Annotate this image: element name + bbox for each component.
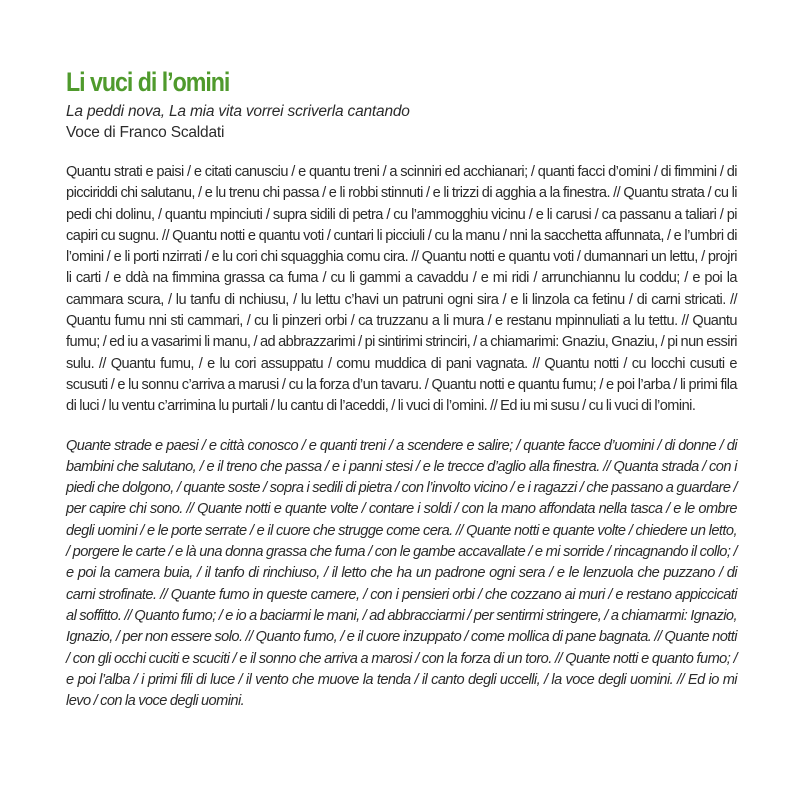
poem-title: Li vuci di l’omini <box>66 67 230 97</box>
poem-author: Voce di Franco Scaldati <box>66 124 225 141</box>
italian-translation: Quante strade e paesi / e città conosco / e quanti treni / a scendere e salire; / quante facce d’uomini / di donne / di bambini che salutano, / e il treno che passa / e i panni stesi / e le trecce d’aglio alla finestra. // Quanta strada / con i piedi che dolgono, / quante soste / sopra i sedili di pietra / con l’involto vicino / e i ragazzi / che passano a guardare / per capire chi sono. // Quante notti e quante volte / contare i soldi / con la mano affondata nella tasca / e le ombre degli uomini / e le porte serrate / e il cuore che strugge come cera. // Quante notti e quante volte / chiedere un letto, / porgere le carte / e là una donna grassa che fuma / con le gambe accavallate / e mi sorride / rincagnando il collo; / e poi la camera buia, / il tanfo di rinchiuso, / il letto che ha un padrone ogni sera / e le lenzuola che puzzano / di carni strofinate. // Quante fumo in queste camere, / con i pensieri orbi / che cozzano ai muri / e restano appiccicati al soffitto. // Quanto fumo; / e io a baciarmi le mani, / ad abbracciarmi / per sentirmi stringere, / a chiamarmi: Ignazio, Ignazio, / per non essere solo. // Quanto fumo, / e il cuore inzuppato / come mollica di pane bagnata. // Quante notti / con gli occhi cuciti e scuciti / e il sonno che arriva a marosi / con la forza di un toro. // Quante notti e quanto fumo; / e poi l’alba / i primi fili di luce / il vento che muove la tenda / il canto degli uccelli, / la voce degli uomini. // Ed io mi levo / con la voce degli uomini. <box>66 437 737 710</box>
sicilian-text: Quantu strati e paisi / e citati canusciu / e quantu treni / a scinniri ed acchianari; / quanti facci d’omini / di fimmini / di picciriddi chi salutanu, / e lu trenu chi passa / e li robbi stinnuti / e li trizzi di agghia a la finestra. // Quantu strata / cu li pedi chi dolinu, / quantu mpinciuti / supra sidili di petra / cu l’ammogghiu vicinu / e li carusi / ca passanu a taliari / pi capiri cu sugnu. // Quantu notti e quantu voti / cuntari li picciuli / cu la manu / nni la sacchetta affunnata, / e l’umbri di l’omini / e li porti nzirrati / e lu cori chi squagghia comu cira. // Quantu notti e quantu voti / dumannari un lettu, / projri li carti / e ddà na fimmina grassa ca fuma / cu li gammi a cavaddu / e mi ridi / arrunchiannu lu coddu; / e poi la cammara scura, / lu tanfu di nchiusu, / lu lettu c’havi un patruni ogni sira / e li linzola ca fetinu / di carni stricati. // Quantu fumu nni sti cammari, / cu li pinzeri orbi / ca truzzanu a li mura / e restanu mpinnuliati a lu tettu. // Quantu fumu; / ed iu a vasarimi li manu, / ad abbrazzarimi / pi sintirimi strinciri, / a chiamarimi: Gnaziu, Gnaziu, / pi nun essiri sulu. // Quantu fumu, / e lu cori assuppatu / comu muddica di pani vagnata. // Quantu notti / cu locchi cusuti e scusuti / e lu sonnu c’arriva a marusi / cu la forza d’un tavaru. / Quantu notti e quantu fumu; / e poi l’arba / li primi fila di luci / lu ventu c’arrimina lu purtali / lu cantu di l’aceddi, / li vuci di l’omini. // Ed iu mi susu / cu li vuci di l’omini. <box>66 164 737 415</box>
poem-subtitle: La peddi nova, La mia vita vorrei scriverla cantando <box>66 103 410 120</box>
poem-page <box>66 66 737 712</box>
